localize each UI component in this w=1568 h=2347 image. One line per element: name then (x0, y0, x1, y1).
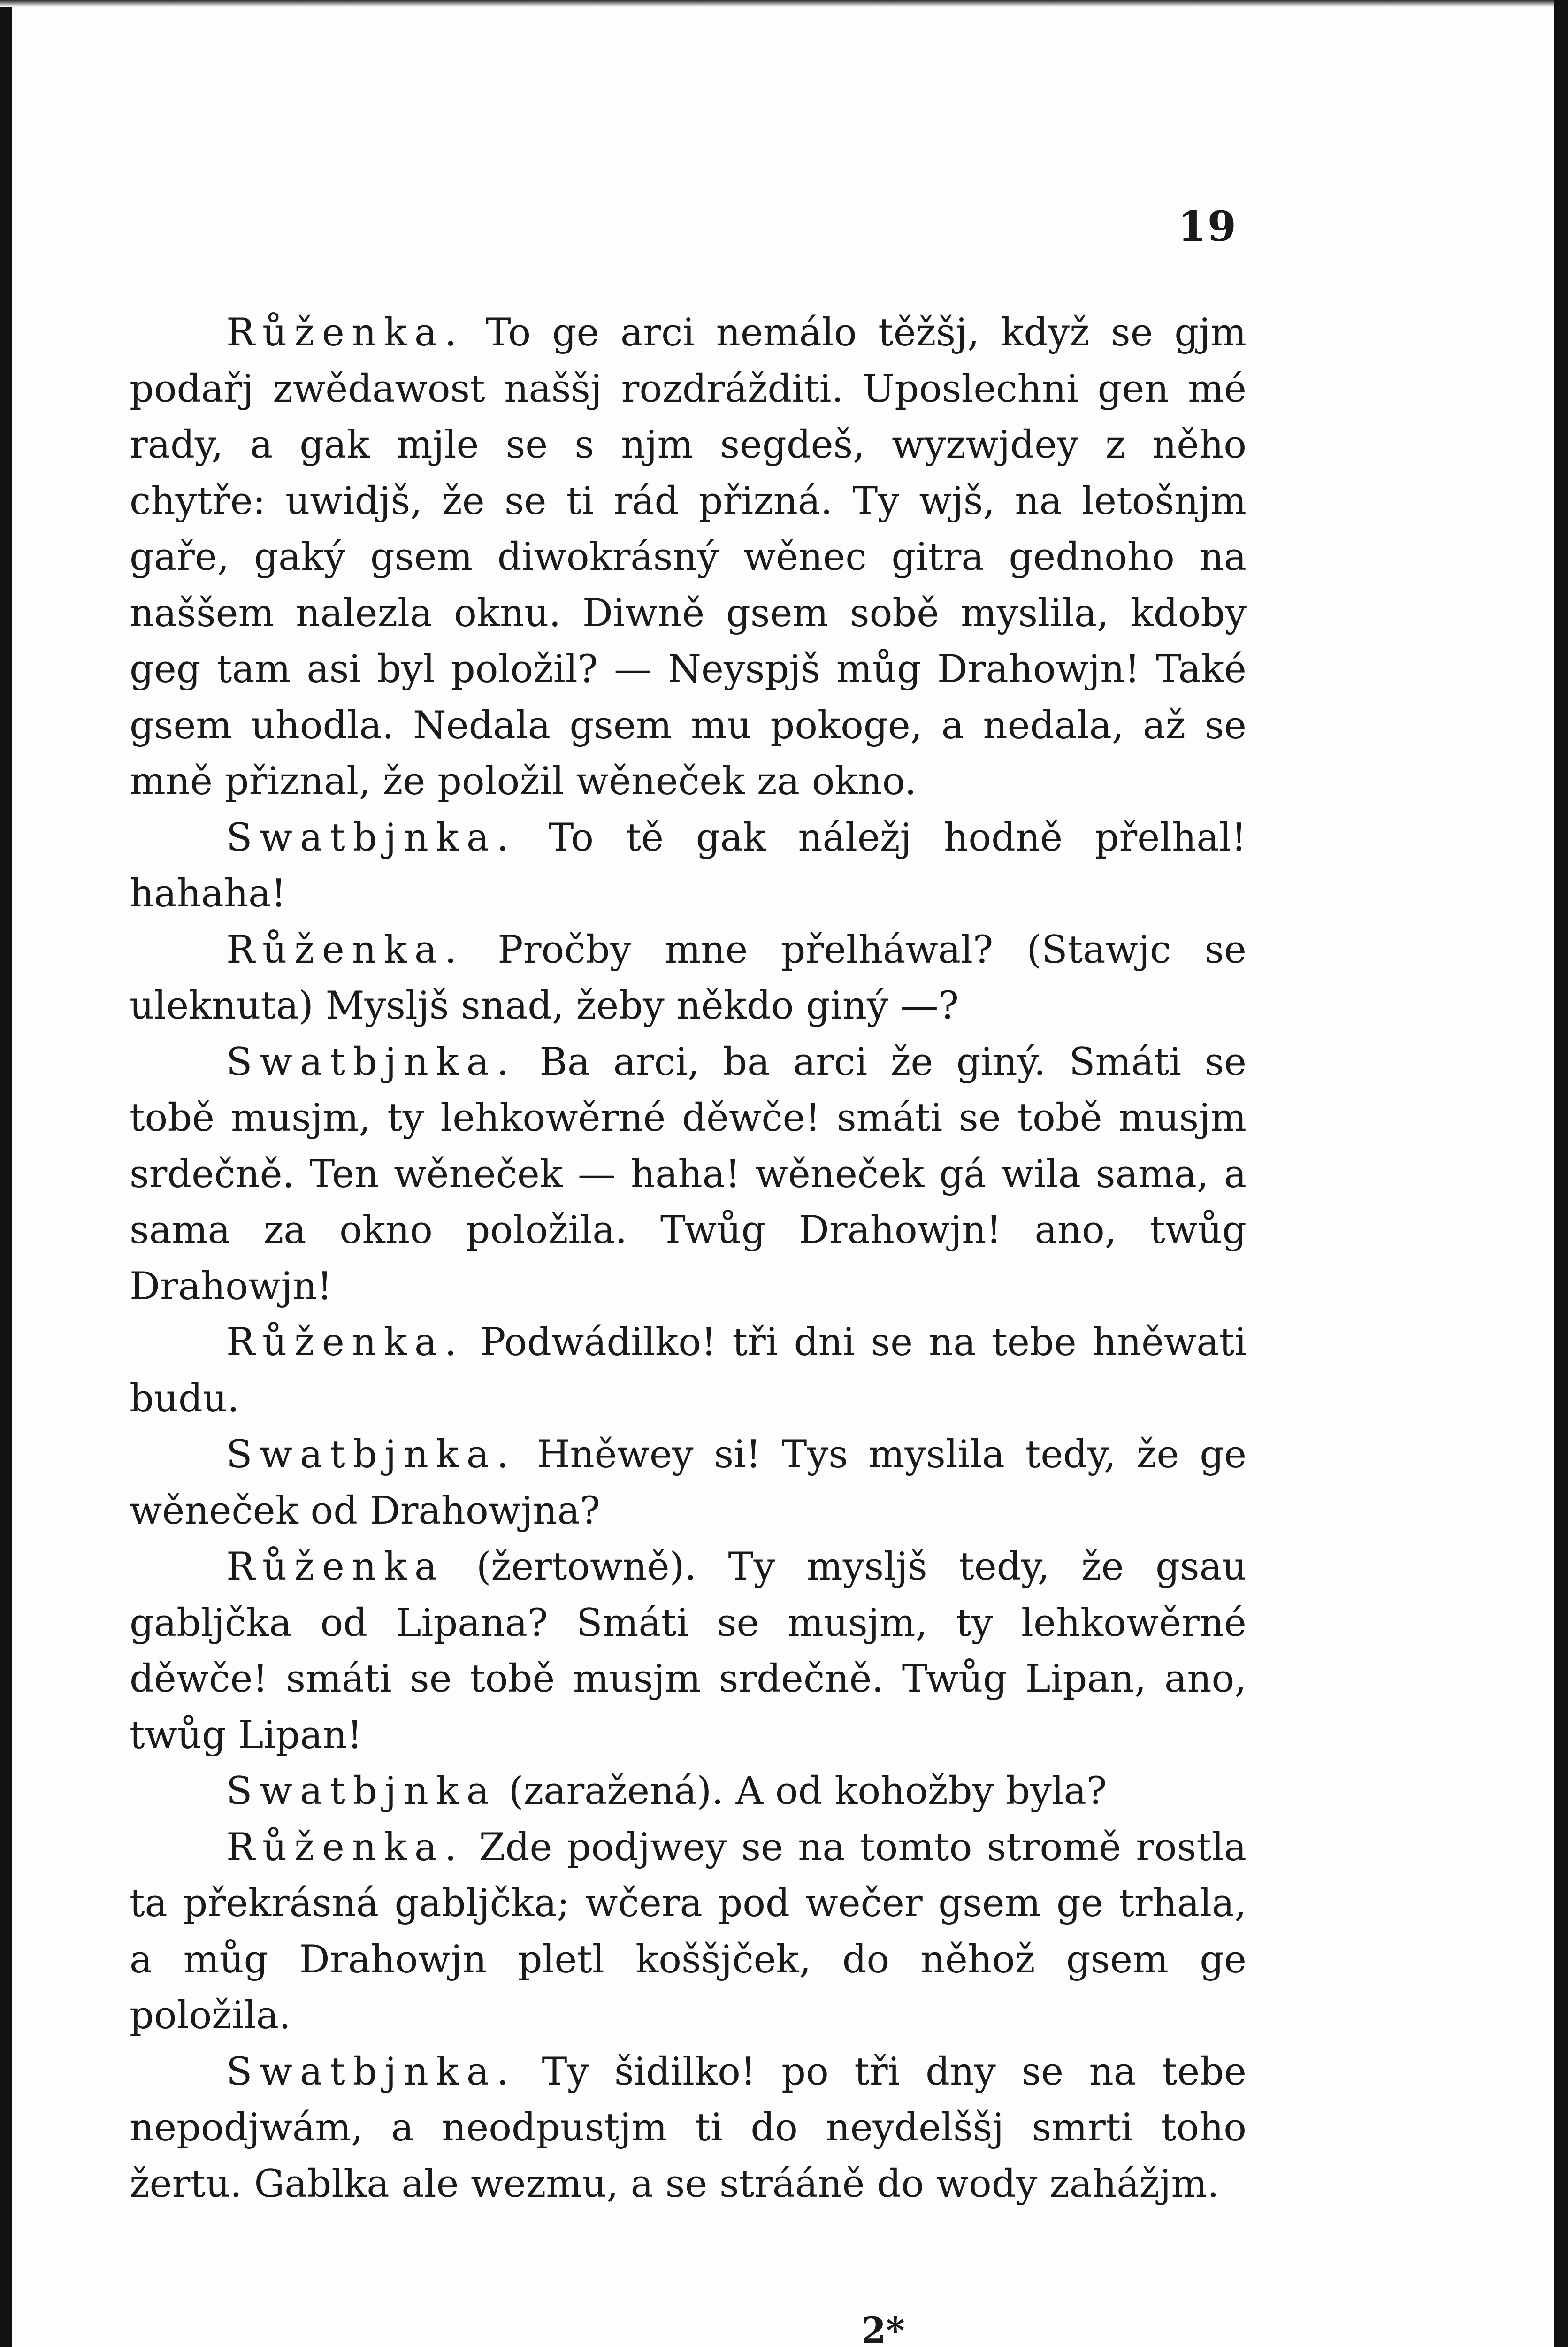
speaker-name: Swatbjnka. (226, 1433, 516, 1477)
dialogue-paragraph (130, 1820, 1247, 2044)
speaker-name: Swatbjnka (226, 1769, 497, 1813)
page-number: 19 (1178, 202, 1237, 251)
dialogue-line: Hněwey si! Tys myslila tedy, že ge wěneček od Drahowjna? (130, 1433, 1247, 1533)
dialogue-line: (zaražená). A od kohožby byla? (508, 1769, 1107, 1813)
dialogue-paragraph (130, 1539, 1247, 1764)
dialogue-paragraph (130, 810, 1247, 922)
dialogue-paragraph (130, 305, 1247, 810)
speaker-name: Swatbjnka. (226, 815, 516, 860)
dialogue-paragraph (130, 1764, 1247, 1820)
dialogue-paragraph (130, 1427, 1247, 1539)
speaker-name: Růženka. (226, 311, 465, 355)
scan-edge-top (0, 0, 1568, 7)
dialogue-paragraph (130, 922, 1247, 1035)
speaker-name: Swatbjnka. (226, 2049, 516, 2094)
scan-edge-right (1554, 0, 1568, 2347)
dialogue-line: Ba arci, ba arci že giný. Smáti se tobě musjm, ty lehkowěrné děwče! smáti se tobě musjm srdečně. Ten wěneček — haha! wěneček gá wila sama, a sama za okno položila. Twůg Drahowjn! ano, twůg Drahowjn! (130, 1040, 1247, 1309)
speaker-name: Růženka. (226, 928, 465, 972)
scan-edge-left (0, 0, 12, 2347)
dialogue-line: Zde podjwey se na tomto stromě rostla ta překrásná gabljčka; wčera pod wečer gsem ge trhala, a můg Drahowjn pletl koššjček, do něhož gsem ge položila. (130, 1825, 1247, 2038)
speaker-name: Růženka. (226, 1320, 465, 1365)
dialogue-text (130, 305, 1247, 2212)
dialogue-line: (žertowně). Ty myslјš tedy, že gsau gabljčka od Lipana? Smáti se musjm, ty lehkowěrné děwče! smáti se tobě musjm srdečně. Twůg Lipan, ano, twůg Lipan! (130, 1545, 1247, 1757)
signature-mark: 2* (861, 2309, 905, 2347)
speaker-name: Swatbjnka. (226, 1040, 516, 1084)
dialogue-paragraph (130, 1035, 1247, 1315)
dialogue-paragraph (130, 1315, 1247, 1427)
dialogue-line: Pročby mne přelháwal? (Stawjc se uleknuta) Myslјš snad, žeby někdo giný —? (130, 928, 1247, 1028)
dialogue-line: To ge arci nemálo těžšj, když se gjm podařj zwědawost naššj rozdrážditi. Uposlechni gen mé rady, a gak mjle se s njm segdeš, wyzwjdey z něho chytře: uwidjš, že se ti rád přizná. Ty wjš, na letošnjm gaře, gaký gsem diwokrásný wěnec gitra gednoho na naššem nalezla oknu. Diwně gsem sobě myslila, kdoby geg tam asi byl položil? — Neyspjš můg Drahowjn! Také gsem uhodla. Nedala gsem mu pokoge, a nedala, až se mně přiznal, že položil wěneček za okno. (130, 311, 1247, 804)
dialogue-line: Ty šidilko! po tři dny se na tebe nepodjwám, a neodpustjm ti do neydelššj smrti toho žertu. Gablka ale wezmu, a se strááně do wody zahážjm. (130, 2049, 1247, 2206)
dialogue-line: To tě gak náležj hodně přelhal! hahaha! (130, 815, 1247, 916)
speaker-name: Růženka (226, 1545, 445, 1589)
dialogue-paragraph (130, 2044, 1247, 2213)
speaker-name: Růženka. (226, 1825, 465, 1870)
dialogue-line: Podwádilko! tři dni se na tebe hněwati budu. (130, 1320, 1247, 1421)
